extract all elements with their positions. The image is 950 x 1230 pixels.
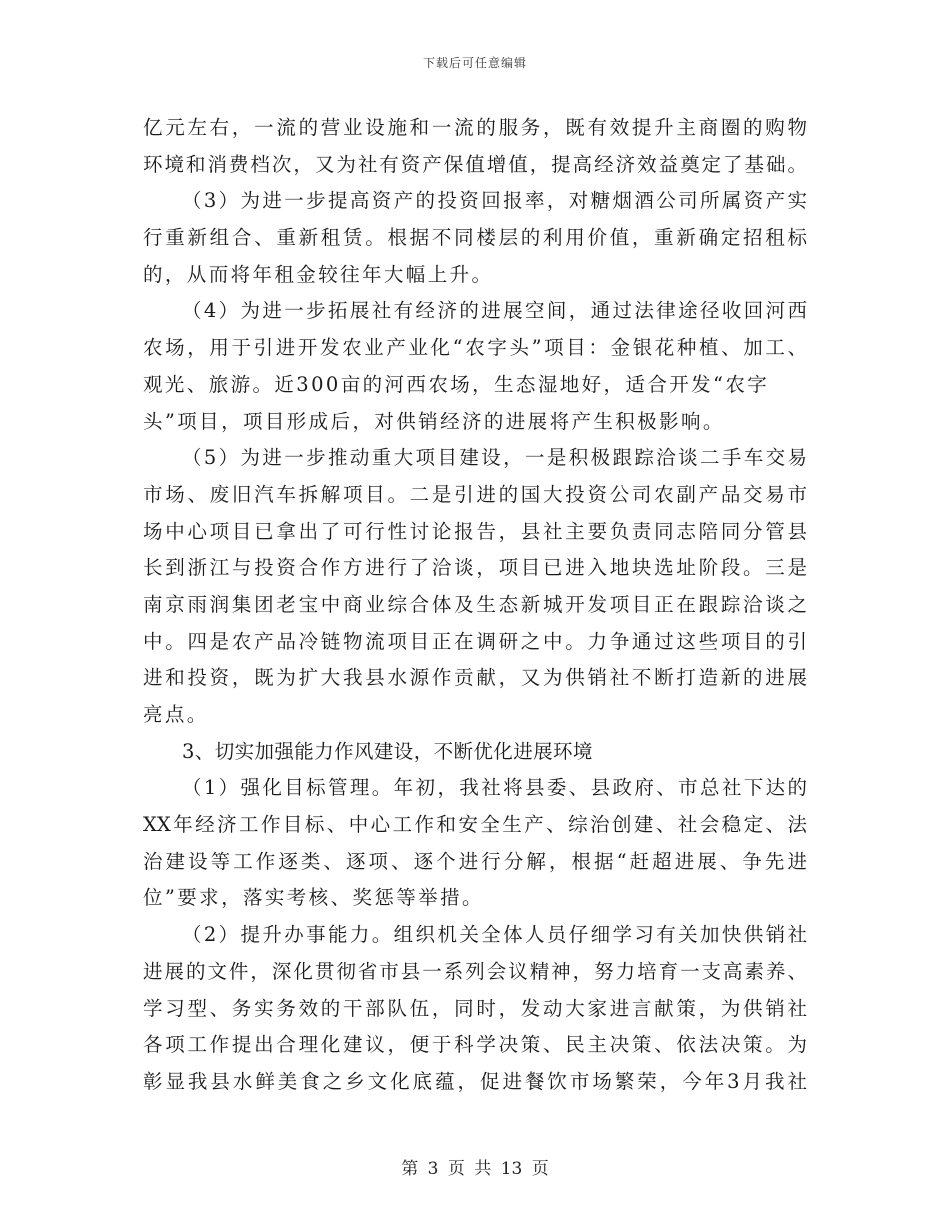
page-number-footer: 第 3 页 共 13 页 [401, 1159, 549, 1179]
document-body [143, 110, 807, 1101]
paragraph-line: 市场、废旧汽车拆解项目。二是引进的国大投资公司农副产品交易市 [143, 482, 807, 506]
paragraph-line: 彰显我县水鲜美食之乡文化底蕴，促进餐饮市场繁荣，今年3月我社 [143, 1069, 807, 1093]
paragraph-line: 亮点。 [143, 703, 209, 726]
paragraph-line: 进展的文件，深化贯彻省市县一系列会议精神，努力培育一支高素养、 [143, 959, 807, 983]
paragraph-line: XX年经济工作目标、中心工作和安全生产、综治创建、社会稳定、法 [143, 813, 807, 837]
paragraph-line: （5）为进一步推动重大项目建设，一是积极跟踪洽谈二手车交易 [182, 446, 807, 470]
paragraph-line: 行重新组合、重新租赁。根据不同楼层的利用价值，重新确定招租标 [143, 226, 807, 250]
paragraph-line: 治建设等工作逐类、逐项、逐个进行分解，根据“赶超进展、争先进 [143, 849, 807, 873]
paragraph-line: 头”项目，项目形成后，对供销经济的进展将产生积极影响。 [143, 409, 725, 433]
paragraph-line: 观光、旅游。近300亩的河西农场，生态湿地好，适合开发“农字 [143, 372, 770, 396]
page-header: 下载后可任意编辑 [422, 56, 527, 70]
paragraph-line: （4）为进一步拓展社有经济的进展空间，通过法律途径收回河西 [182, 299, 807, 323]
paragraph-line: 的，从而将年租金较往年大幅上升。 [143, 262, 494, 286]
paragraph-line: 南京雨润集团老宝中商业综合体及生态新城开发项目正在跟踪洽谈之 [143, 592, 807, 616]
section-heading: 3、切实加强能力作风建设，不断优化进展环境 [182, 739, 593, 763]
paragraph-line: （3）为进一步提高资产的投资回报率，对糖烟酒公司所属资产实 [182, 189, 807, 213]
paragraph-line: 亿元左右，一流的营业设施和一流的服务，既有效提升主商圈的购物 [143, 116, 807, 139]
paragraph-line: 各项工作提出合理化建议，便于科学决策、民主决策、依法决策。为 [143, 1033, 807, 1057]
paragraph-line: 学习型、务实务效的干部队伍，同时，发动大家进言献策，为供销社 [143, 996, 807, 1020]
paragraph-line: （1）强化目标管理。年初，我社将县委、县政府、市总社下达的 [182, 776, 807, 800]
paragraph-line: 中。四是农产品冷链物流项目正在调研之中。力争通过这些项目的引 [143, 629, 807, 653]
paragraph-line: 长到浙江与投资合作方进行了洽谈，项目已进入地块选址阶段。三是 [143, 556, 807, 580]
paragraph-line: 位”要求，落实考核、奖惩等举措。 [143, 886, 484, 910]
paragraph-line: 农场，用于引进开发农业产业化“农字头”项目：金银花种植、加工、 [143, 336, 807, 360]
paragraph-line: 环境和消费档次，又为社有资产保值增值，提高经济效益奠定了基础。 [143, 152, 807, 176]
paragraph-line: （2）提升办事能力。组织机关全体人员仔细学习有关加快供销社 [182, 923, 807, 947]
paragraph-line: 场中心项目已拿出了可行性讨论报告，县社主要负责同志陪同分管县 [143, 519, 807, 543]
paragraph-line: 进和投资，既为扩大我县水源作贡献，又为供销社不断打造新的进展 [143, 666, 807, 690]
